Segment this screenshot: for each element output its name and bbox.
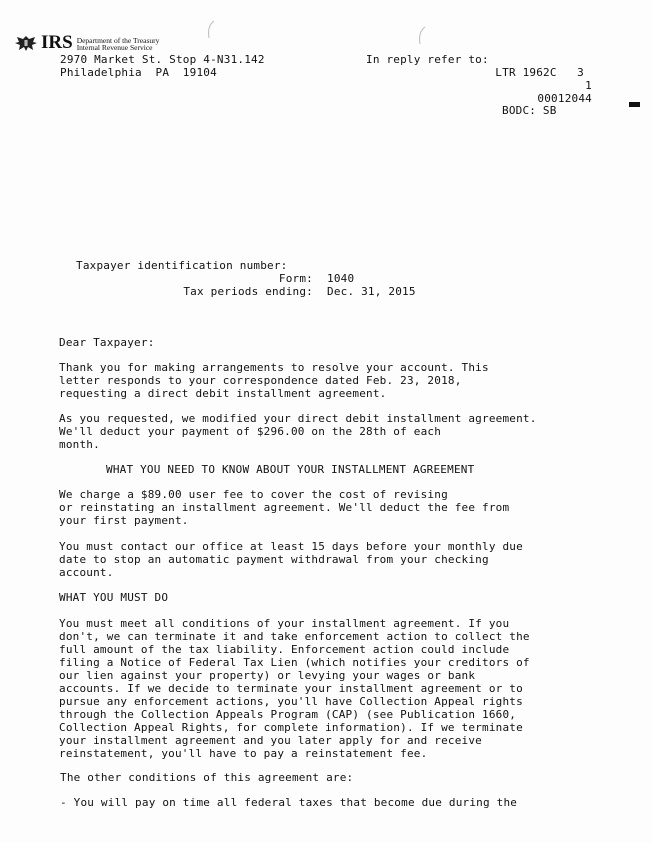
condition-bullet: - You will pay on time all federal taxes that become due during the [60,796,518,809]
text-line: our lien against your property) or levying your wages or bank [59,669,476,682]
text-line: or reinstating an installment agreement. We'll deduct the fee from [59,501,510,514]
paragraph-correspondence [59,361,599,400]
scan-tick-mark [203,20,217,40]
text-line: your first payment. [59,514,189,527]
agency-line-2: Internal Revenue Service [76,43,153,52]
section-heading-what-you-must-do: WHAT YOU MUST DO [59,591,169,604]
refer-label: In reply refer to: [366,53,489,66]
paragraph-other-conditions: The other conditions of this agreement are: [60,771,354,784]
paragraph-contact-office [59,540,599,579]
paragraph-conditions [59,617,599,760]
text-line: We'll deduct your payment of $296.00 on the 28th of each [59,425,442,438]
agency-abbreviation: IRS [41,32,73,53]
text-line: filing a Notice of Federal Tax Lien (which notifies your creditors of [59,656,530,669]
text-line: letter responds to your correspondence dated Feb. 23, 2018, [59,374,462,387]
text-line: don't, we can terminate it and take enforcement action to collect the [59,630,530,643]
control-number: 00012044 [537,92,592,105]
text-line: Thank you for making arrangements to resolve your account. This [59,361,489,374]
agency-name [77,37,160,51]
irs-logo [14,33,159,53]
address-line-2: Philadelphia PA 19104 [60,66,217,79]
bodc-code: BODC: SB [502,104,557,117]
letter-code: LTR 1962C 3 [495,66,584,79]
margin-mark [629,102,640,107]
text-line: full amount of the tax liability. Enforcement action could include [59,643,510,656]
text-line: account. [59,566,114,579]
text-line: As you requested, we modified your direct debit installment agreement. [59,412,537,425]
text-line: pursue any enforcement actions, you'll have Collection Appeal rights [59,695,523,708]
form-value: 1040 [327,272,355,285]
text-line: You must contact our office at least 15 days before your monthly due [59,540,523,553]
agency-line-1: Department of the Treasury [76,36,160,45]
letter-sequence: 1 [585,79,592,92]
paragraph-user-fee [59,488,599,527]
form-label: Form: [278,272,313,285]
section-heading-installment: WHAT YOU NEED TO KNOW ABOUT YOUR INSTALLMENT AGREEMENT [106,463,475,476]
text-line: Collection Appeal Rights, for complete information). If we terminate [59,721,523,734]
tax-periods-value: Dec. 31, 2015 [327,285,416,298]
text-line: accounts. If we decide to terminate your installment agreement or to [59,682,523,695]
paragraph-payment [59,412,599,451]
text-line: date to stop an automatic payment withdrawal from your checking [59,553,489,566]
text-line: We charge a $89.00 user fee to cover the cost of revising [59,488,448,501]
scan-tick-mark [414,26,428,46]
tax-periods-label: Tax periods ending: [183,285,313,298]
text-line: your installment agreement and you later apply for and receive [59,734,482,747]
address-line-1: 2970 Market St. Stop 4-N31.142 [60,53,265,66]
text-line: month. [59,438,100,451]
eagle-icon [14,34,38,52]
tin-label: Taxpayer identification number: [76,259,288,272]
salutation: Dear Taxpayer: [59,336,155,349]
text-line: reinstatement, you'll have to pay a reinstatement fee. [59,747,428,760]
text-line: through the Collection Appeals Program (CAP) (see Publication 1660, [59,708,517,721]
text-line: requesting a direct debit installment agreement. [59,387,387,400]
text-line: You must meet all conditions of your installment agreement. If you [59,617,510,630]
